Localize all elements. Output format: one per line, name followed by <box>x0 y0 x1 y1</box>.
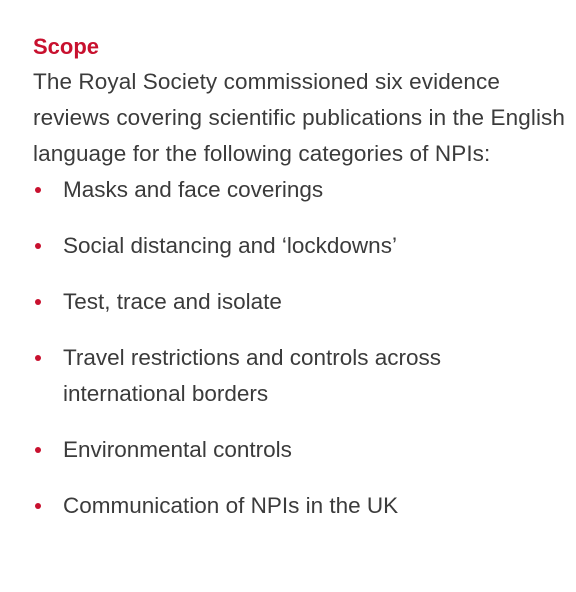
list-item-text: Environmental controls <box>63 437 292 462</box>
bullet-icon <box>35 447 41 453</box>
list-item-text: Communication of NPIs in the UK <box>63 493 399 518</box>
list-item-text: Masks and face coverings <box>63 177 324 202</box>
section-heading: Scope <box>33 34 100 59</box>
intro-paragraph: The Royal Society commissioned six evidence reviews covering scientific publications in the English language for the following categories of NPIs: <box>33 69 566 166</box>
bullet-icon <box>35 187 41 193</box>
list-item <box>33 432 569 468</box>
list-item-text: Social distancing and ‘lockdowns’ <box>63 233 397 258</box>
list-item <box>33 172 569 208</box>
list-item <box>33 488 569 524</box>
bullet-icon <box>35 243 41 249</box>
list-item <box>33 284 569 320</box>
list-item-text: Test, trace and isolate <box>63 289 282 314</box>
npi-category-list <box>33 172 569 524</box>
bullet-icon <box>35 355 41 361</box>
bullet-icon <box>35 503 41 509</box>
list-item <box>33 228 569 264</box>
list-item <box>33 340 569 412</box>
list-item-text: Travel restrictions and controls across international borders <box>63 345 442 406</box>
bullet-icon <box>35 299 41 305</box>
scope-section <box>33 30 569 544</box>
